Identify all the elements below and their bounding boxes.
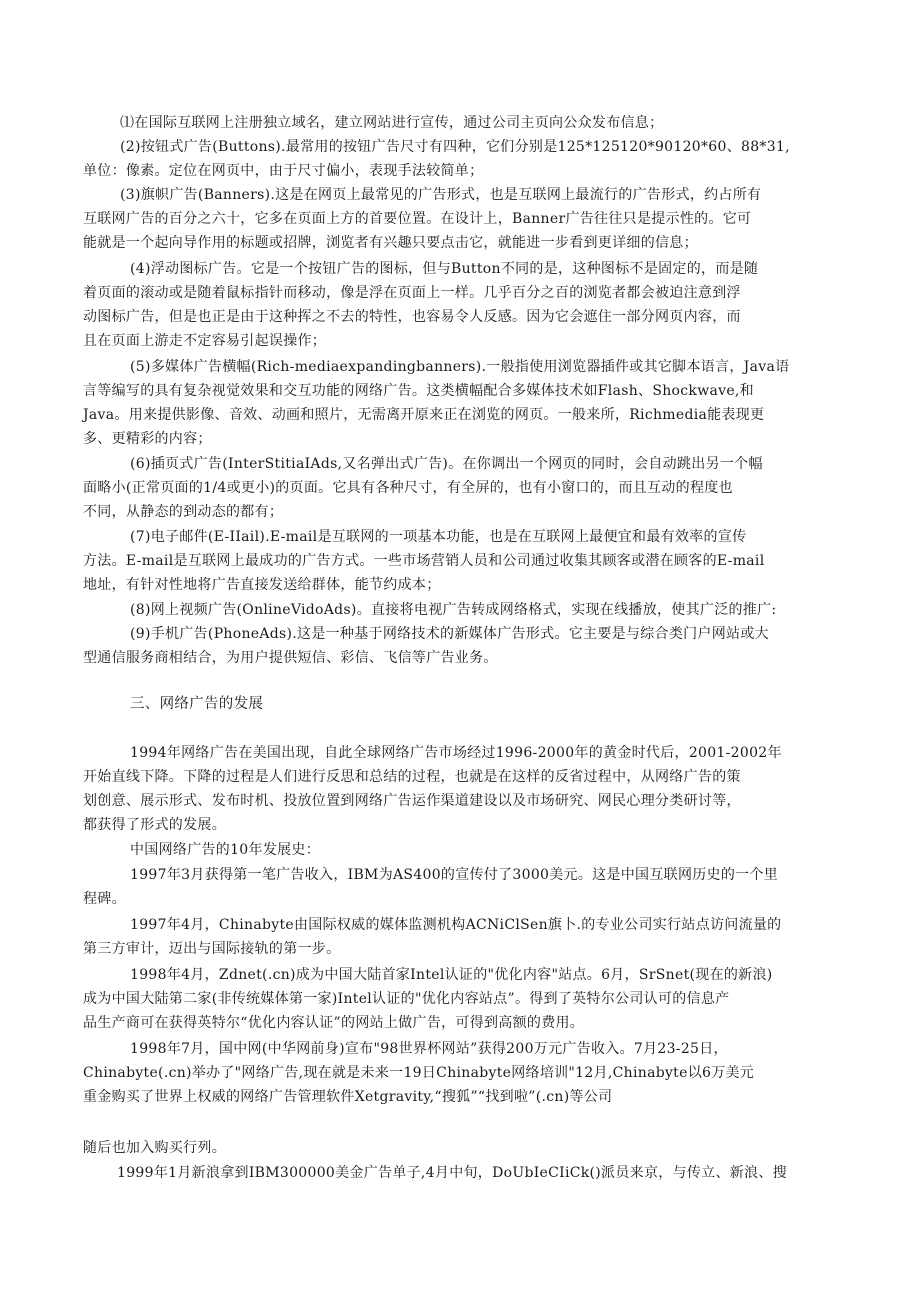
paragraph-line: 品生产商可在获得英特尔“优化内容认证”的网站上做广告，可得到高额的费用。 (83, 1015, 585, 1031)
paragraph-line: 1998年7月，国中网(中华网前身)宣布"98世界杯网站”获得200万元广告收入。7月23-25日， (130, 1041, 728, 1057)
paragraph-line: 多、更精彩的内容； (83, 431, 212, 447)
paragraph-line: 重金购买了世界上权威的网络广告管理软件Xetgravity,“搜狐”“找到啦”(.cn)等公司 (83, 1089, 613, 1105)
paragraph-line: Chinabyte(.cn)举办了"网络广告,现在就是未来一19日Chinabyte网络培训"12月,Chinabyte以6万美元 (83, 1065, 755, 1081)
paragraph-line: 能就是一个起向导作用的标题或招牌，浏览者有兴趣只要点击它，就能进一步看到更详细的信息； (83, 235, 698, 251)
paragraph-line: (6)插页式广告(InterStitiaIAds,又名弹出式广告)。在你调出一个网页的同时，会自动跳出另一个幅 (130, 456, 763, 472)
paragraph-line: 1997年4月，Chinabyte由国际权威的媒体监测机构ACNiClSen旗卜.的专业公司实行站点访问流量的 (130, 917, 782, 933)
paragraph-line: 1998年4月，Zdnet(.cn)成为中国大陆首家Intel认证的"优化内容"站点。6月，SrSnet(现在的新浪) (130, 967, 773, 983)
paragraph-line: 型通信服务商相结合，为用户提供短信、彩信、飞信等广告业务。 (83, 650, 498, 666)
paragraph-line: 不同，从静态的到动态的都有； (83, 504, 284, 520)
paragraph-line: 方法。E-mail是互联网上最成功的广告方式。一些市场营销人员和公司通过收集其顾客或潜在顾客的E-mail (83, 553, 765, 569)
paragraph-line: (2)按钮式广告(Buttons).最常用的按钮广告尺寸有四种，它们分别是125*125120*90120*60、88*31, (120, 139, 790, 155)
paragraph-line: ⑴在国际互联网上注册独立域名，建立网站进行宣传，通过公司主页向公众发布信息； (120, 115, 664, 131)
section-heading: 三、网络广告的发展 (130, 696, 264, 712)
paragraph-line: 程碑。 (83, 891, 126, 907)
paragraph-line: (5)多媒体广告横幅(Rich-mediaexpandingbanners).一般指使用浏览器插件或其它脚本语言，Java语 (130, 359, 790, 375)
paragraph-line: 都获得了形式的发展。 (83, 817, 226, 833)
paragraph-line: 随后也加入购买行列。 (83, 1140, 226, 1156)
paragraph-line: 单位：像素。定位在网页中，由于尺寸偏小，表现手法较简单； (83, 163, 484, 179)
paragraph-line: 着页面的滚动或是随着鼠标指针而移动，像是浮在页面上一样。几乎百分之百的浏览者都会被迫注意到浮 (83, 285, 741, 301)
paragraph-line: 开始直线下降。下降的过程是人们进行反思和总结的过程，也就是在这样的反省过程中，从网络广告的策 (83, 769, 741, 785)
paragraph-line: 言等编写的具有复杂视觉效果和交互功能的网络广告。这类横幅配合多媒体技术如Flash、Shockwave,和 (83, 383, 754, 399)
paragraph-line: (8)网上视频广告(OnlineVidoAds)。直接将电视广告转成网络格式，实现在线播放，使其广泛的推广: (130, 602, 777, 618)
paragraph-line: 1999年1月新浪拿到IBM300000美金广告单子,4月中旬，DoUbIeCIiCk()派员来京，与传立、新浪、搜 (117, 1165, 787, 1181)
paragraph-line: (3)旗帜广告(Banners).这是在网页上最常见的广告形式，也是互联网上最流行的广告形式，约占所有 (120, 187, 762, 203)
paragraph-line: 互联网广告的百分之六十，它多在页面上方的首要位置。在设计上，Banner广告往往只是提示性的。它可 (83, 211, 752, 227)
paragraph-line: 1997年3月获得第一笔广告收入，IBM为AS400的宣传付了3000美元。这是中国互联网历史的一个里 (130, 867, 779, 883)
paragraph-line: 地址，有针对性地将广告直接发送给群体，能节约成本； (83, 577, 441, 593)
paragraph-line: (9)手机广告(PhoneAds).这是一种基于网络技术的新媒体广告形式。它主要是与综合类门户网站或大 (130, 626, 769, 642)
paragraph-line: 面略小(正常页面的1/4或更小)的页面。它具有各种尺寸，有全屏的，也有小窗口的，而且互动的程度也 (83, 480, 733, 496)
paragraph-line: Java。用来提供影像、音效、动画和照片，无需离开原来正在浏览的网页。一般来所，Richmedia能表现更 (83, 407, 765, 423)
paragraph-line: (7)电子邮件(E-IIail).E-mail是互联网的一项基本功能，也是在互联网上最便宜和最有效率的宣传 (130, 529, 747, 545)
paragraph-line: 划创意、展示形式、发布时机、投放位置到网络广告运作渠道建设以及市场研究、网民心理分类研讨等， (83, 793, 741, 809)
paragraph-line: 1994年网络广告在美国出现，自此全球网络广告市场经过1996-2000年的黄金时代后，2001-2002年 (130, 745, 782, 761)
paragraph-line: (4)浮动图标广告。它是一个按钮广告的图标，但与Button不同的是，这种图标不是固定的，而是随 (130, 261, 759, 277)
paragraph-line: 成为中国大陆第二家(非传统媒体第一家)Intel认证的"优化内容站点”。得到了英特尔公司认可的信息产 (83, 991, 730, 1007)
paragraph-line: 中国网络广告的10年发展史： (130, 842, 321, 858)
paragraph-line: 第三方审计，迈出与国际接轨的第一步。 (83, 941, 341, 957)
paragraph-line: 动图标广告，但是也正是由于这种挥之不去的特性，也容易令人反感。因为它会遮住一部分网页内容，而 (83, 309, 741, 325)
paragraph-line: 且在页面上游走不定容易引起误操作； (83, 333, 327, 349)
